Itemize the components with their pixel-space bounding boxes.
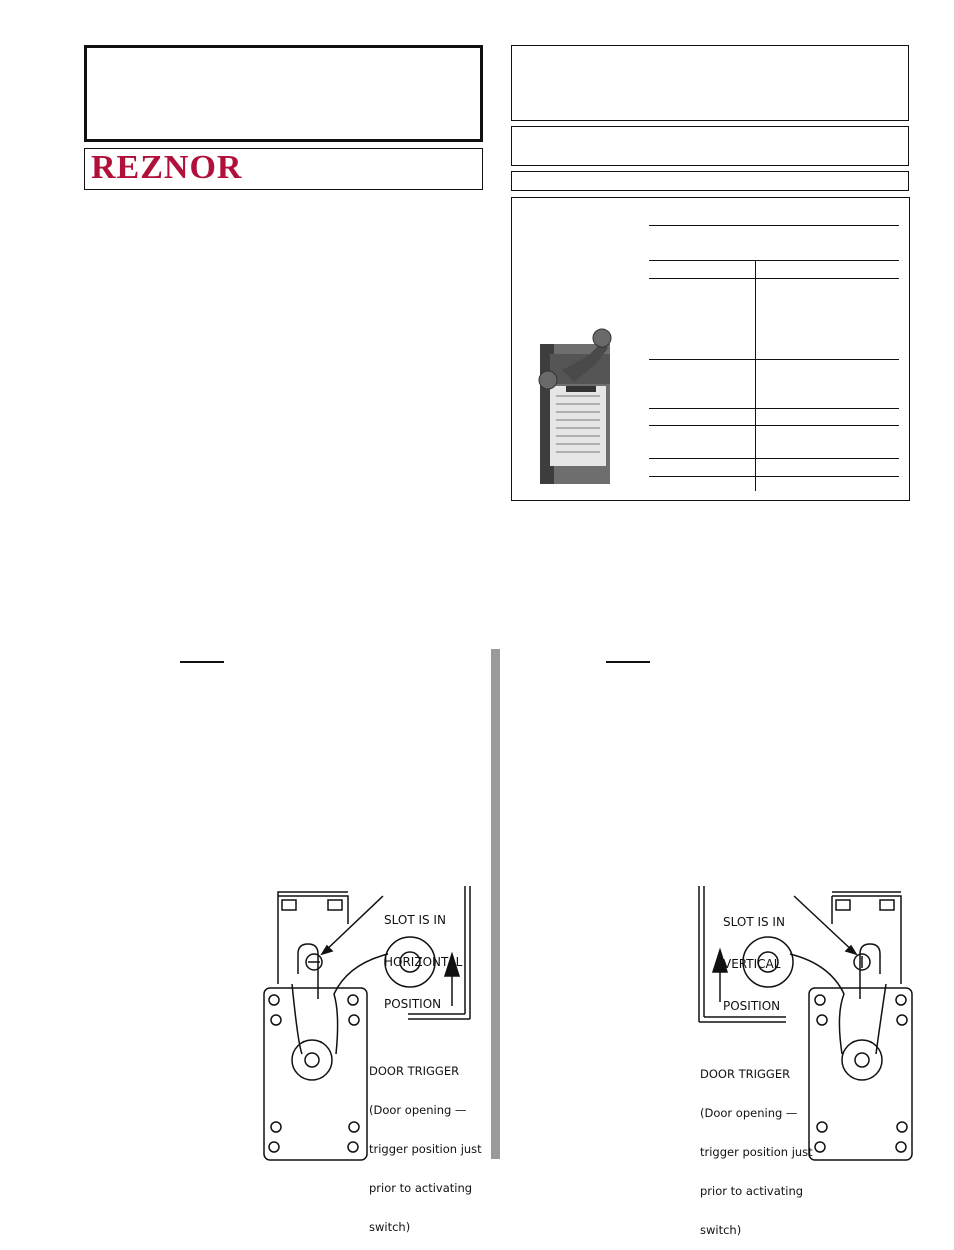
- table-column-divider: [755, 260, 756, 491]
- section-heading-underline: [180, 661, 224, 663]
- slot-callout: SLOT IS IN VERTICAL POSITION: [723, 915, 785, 1013]
- spec-panel: [511, 197, 910, 501]
- table-rule: [649, 260, 899, 261]
- column-divider: [491, 649, 500, 1159]
- door-trigger-callout: DOOR TRIGGER (Door opening — trigger position just prior to activating switch): [700, 1067, 813, 1237]
- table-rule: [649, 425, 899, 426]
- info-box-2: [511, 126, 909, 166]
- table-rule: [649, 408, 899, 409]
- slot-callout: SLOT IS IN HORIZONTAL POSITION: [384, 913, 463, 1011]
- limit-switch-photo: [526, 324, 626, 494]
- table-rule: [649, 225, 899, 226]
- table-rule: [649, 458, 899, 459]
- table-rule: [649, 476, 899, 477]
- table-rule: [649, 278, 899, 279]
- table-rule: [649, 359, 899, 360]
- section-heading-underline: [606, 661, 650, 663]
- brand-bar: [84, 148, 483, 190]
- door-trigger-callout: DOOR TRIGGER (Door opening — trigger position just prior to activating switch): [369, 1064, 482, 1234]
- info-box-1: [511, 45, 909, 121]
- title-box: [84, 45, 483, 142]
- reznor-logo: REZNOR: [91, 149, 243, 186]
- info-box-3: [511, 171, 909, 191]
